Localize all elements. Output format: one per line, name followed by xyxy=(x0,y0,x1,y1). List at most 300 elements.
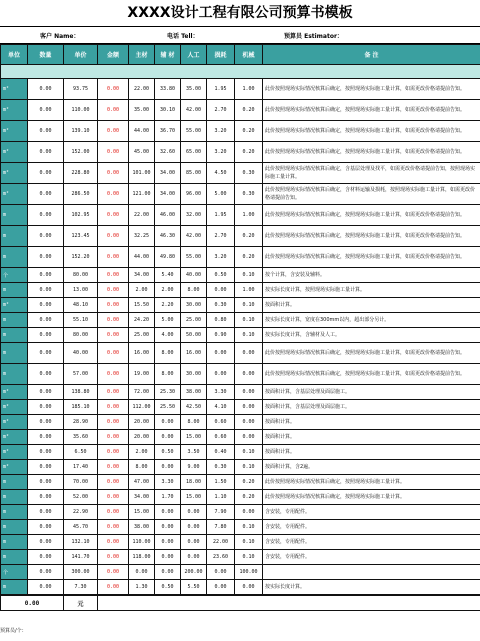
price-cell: 13.00 xyxy=(64,283,98,298)
info-row xyxy=(0,27,480,44)
loss-cell: 0.00 xyxy=(207,565,235,580)
price-cell: 48.10 xyxy=(64,298,98,313)
labor-cell: 65.00 xyxy=(181,142,207,163)
aux-material-cell: 25.30 xyxy=(155,385,181,400)
quantity-cell: 0.00 xyxy=(28,364,64,385)
price-cell: 139.10 xyxy=(64,121,98,142)
machine-cell: 0.10 xyxy=(235,460,263,475)
note-cell: 按面积计算，含2遍。 xyxy=(263,460,480,475)
note-cell: 按面积计算。 xyxy=(263,298,480,313)
unit-cell: m² xyxy=(1,445,28,460)
table-row xyxy=(1,247,480,268)
header-cell: 金额 xyxy=(98,45,129,65)
header-cell: 辅 材 xyxy=(155,45,181,65)
machine-cell: 0.00 xyxy=(235,415,263,430)
main-material-cell: 44.00 xyxy=(129,247,155,268)
loss-cell: 3.20 xyxy=(207,121,235,142)
main-material-cell: 72.00 xyxy=(129,385,155,400)
note-cell: 此价按照现场实际情况核算后确定，含基层处理及找平，如需更改价格请提前告知，按照现场实际施工量计算。 xyxy=(263,163,480,184)
table-row xyxy=(1,313,480,328)
labor-cell: 16.00 xyxy=(181,343,207,364)
footer-text: 预算员/个： xyxy=(0,628,27,634)
main-material-cell: 1.30 xyxy=(129,580,155,595)
unit-cell: m xyxy=(1,247,28,268)
labor-cell: 42.00 xyxy=(181,226,207,247)
price-cell: 152.20 xyxy=(64,247,98,268)
note-cell: 按个计算，含安装及辅料。 xyxy=(263,268,480,283)
note-cell: 含安装，专用配件。 xyxy=(263,550,480,565)
quantity-cell: 0.00 xyxy=(28,313,64,328)
table-row xyxy=(1,100,480,121)
machine-cell: 0.30 xyxy=(235,163,263,184)
amount-cell: 0.00 xyxy=(98,415,129,430)
labor-cell: 0.00 xyxy=(181,520,207,535)
quantity-cell: 0.00 xyxy=(28,283,64,298)
labor-cell: 50.00 xyxy=(181,328,207,343)
amount-cell: 0.00 xyxy=(98,343,129,364)
note-cell: 含安装，专用配件。 xyxy=(263,520,480,535)
unit-cell: m² xyxy=(1,385,28,400)
quantity-cell: 0.00 xyxy=(28,121,64,142)
phone-label: 电话 Tell： xyxy=(167,33,199,40)
loss-cell: 1.50 xyxy=(207,475,235,490)
amount-cell: 0.00 xyxy=(98,385,129,400)
table-row xyxy=(1,79,480,100)
aux-material-cell: 36.70 xyxy=(155,121,181,142)
loss-cell: 0.00 xyxy=(207,343,235,364)
note-cell: 按实际长度计算，含辅材及人工。 xyxy=(263,328,480,343)
table-row xyxy=(1,184,480,205)
amount-cell: 0.00 xyxy=(98,79,129,100)
loss-cell: 0.60 xyxy=(207,430,235,445)
machine-cell: 0.20 xyxy=(235,226,263,247)
amount-cell: 0.00 xyxy=(98,163,129,184)
main-material-cell: 15.50 xyxy=(129,298,155,313)
quantity-cell: 0.00 xyxy=(28,505,64,520)
note-cell: 含安装，专用配件。 xyxy=(263,505,480,520)
header-cell: 备 注 xyxy=(263,45,480,65)
loss-cell: 0.90 xyxy=(207,328,235,343)
quantity-cell: 0.00 xyxy=(28,226,64,247)
aux-material-cell: 0.00 xyxy=(155,535,181,550)
loss-cell: 0.00 xyxy=(207,580,235,595)
amount-cell: 0.00 xyxy=(98,550,129,565)
price-cell: 102.95 xyxy=(64,205,98,226)
unit-cell: 个 xyxy=(1,565,28,580)
labor-cell: 85.00 xyxy=(181,163,207,184)
table-row xyxy=(1,163,480,184)
budget-table xyxy=(0,44,480,595)
labor-cell: 0.00 xyxy=(181,535,207,550)
total-row xyxy=(1,596,480,611)
labor-cell: 55.00 xyxy=(181,121,207,142)
aux-material-cell: 0.00 xyxy=(155,550,181,565)
header-cell: 人工 xyxy=(181,45,207,65)
price-cell: 138.80 xyxy=(64,385,98,400)
quantity-cell: 0.00 xyxy=(28,142,64,163)
machine-cell: 1.00 xyxy=(235,205,263,226)
loss-cell: 0.50 xyxy=(207,268,235,283)
table-row xyxy=(1,445,480,460)
amount-cell: 0.00 xyxy=(98,475,129,490)
price-cell: 123.45 xyxy=(64,226,98,247)
main-material-cell: 16.00 xyxy=(129,343,155,364)
client-label: 客户 Name： xyxy=(40,33,80,40)
unit-cell: m² xyxy=(1,430,28,445)
price-cell: 152.00 xyxy=(64,142,98,163)
table-row xyxy=(1,283,480,298)
quantity-cell: 0.00 xyxy=(28,475,64,490)
main-material-cell: 22.00 xyxy=(129,79,155,100)
price-cell: 55.10 xyxy=(64,313,98,328)
price-cell: 7.30 xyxy=(64,580,98,595)
unit-cell: m xyxy=(1,205,28,226)
labor-cell: 42.00 xyxy=(181,100,207,121)
loss-cell: 0.60 xyxy=(207,415,235,430)
aux-material-cell: 5.40 xyxy=(155,268,181,283)
note-cell: 此价按照现场实际情况核算后确定，按照现场实际施工量计算，如需更改价格请提前告知。 xyxy=(263,247,480,268)
aux-material-cell: 5.00 xyxy=(155,313,181,328)
main-material-cell: 44.00 xyxy=(129,121,155,142)
table-row xyxy=(1,385,480,400)
main-material-cell: 15.00 xyxy=(129,505,155,520)
machine-cell: 0.00 xyxy=(235,400,263,415)
machine-cell: 1.00 xyxy=(235,79,263,100)
labor-cell: 3.50 xyxy=(181,445,207,460)
table-row xyxy=(1,328,480,343)
main-material-cell: 38.00 xyxy=(129,520,155,535)
machine-cell: 0.00 xyxy=(235,385,263,400)
note-cell: 此价按照现场实际情况核算后确定，按照现场实际施工量计算。 xyxy=(263,490,480,505)
unit-cell: m xyxy=(1,550,28,565)
note-cell: 此价按照现场实际情况核算后确定，按照现场实际施工量计算，如需更改价格请提前告知。 xyxy=(263,121,480,142)
price-cell: 45.70 xyxy=(64,520,98,535)
unit-cell: m² xyxy=(1,121,28,142)
labor-cell: 0.00 xyxy=(181,505,207,520)
main-material-cell: 24.20 xyxy=(129,313,155,328)
loss-cell: 23.60 xyxy=(207,550,235,565)
loss-cell: 2.70 xyxy=(207,100,235,121)
loss-cell: 3.20 xyxy=(207,142,235,163)
quantity-cell: 0.00 xyxy=(28,430,64,445)
table-row xyxy=(1,520,480,535)
quantity-cell: 0.00 xyxy=(28,565,64,580)
main-material-cell: 2.00 xyxy=(129,283,155,298)
machine-cell: 0.20 xyxy=(235,247,263,268)
note-cell: 按实际长度计算，宽度在300mm以内，超出部分另计。 xyxy=(263,313,480,328)
table-row xyxy=(1,364,480,385)
main-material-cell: 45.00 xyxy=(129,142,155,163)
machine-cell: 0.10 xyxy=(235,535,263,550)
unit-cell: m xyxy=(1,535,28,550)
total-table xyxy=(0,595,480,611)
labor-cell: 32.00 xyxy=(181,205,207,226)
loss-cell: 1.10 xyxy=(207,490,235,505)
labor-cell: 5.50 xyxy=(181,580,207,595)
amount-cell: 0.00 xyxy=(98,205,129,226)
table-row xyxy=(1,142,480,163)
note-cell: 此价按照现场实际情况核算后确定，按照现场实际施工量计算，如需更改价格请提前告知。 xyxy=(263,79,480,100)
labor-cell: 96.00 xyxy=(181,184,207,205)
price-cell: 141.70 xyxy=(64,550,98,565)
unit-cell: m xyxy=(1,505,28,520)
header-cell: 单位 xyxy=(1,45,28,65)
unit-cell: m² xyxy=(1,142,28,163)
labor-cell: 35.00 xyxy=(181,79,207,100)
unit-cell: m² xyxy=(1,400,28,415)
quantity-cell: 0.00 xyxy=(28,184,64,205)
note-cell: 此价按照现场实际情况核算后确定，按照现场实际施工量计算，如需更改价格请提前告知。 xyxy=(263,100,480,121)
loss-cell: 0.00 xyxy=(207,364,235,385)
table-row xyxy=(1,505,480,520)
aux-material-cell: 25.50 xyxy=(155,400,181,415)
price-cell: 70.00 xyxy=(64,475,98,490)
unit-cell: m² xyxy=(1,415,28,430)
table-row xyxy=(1,205,480,226)
aux-material-cell: 2.20 xyxy=(155,298,181,313)
loss-cell: 3.30 xyxy=(207,385,235,400)
table-row xyxy=(1,226,480,247)
quantity-cell: 0.00 xyxy=(28,580,64,595)
header-cell: 数量 xyxy=(28,45,64,65)
aux-material-cell: 49.80 xyxy=(155,247,181,268)
note-cell xyxy=(263,565,480,580)
labor-cell: 38.00 xyxy=(181,385,207,400)
labor-cell: 9.00 xyxy=(181,460,207,475)
table-row xyxy=(1,565,480,580)
sheet-title: XXXX设计工程有限公司预算书模板 xyxy=(0,0,480,27)
loss-cell: 4.50 xyxy=(207,163,235,184)
machine-cell: 0.00 xyxy=(235,580,263,595)
quantity-cell: 0.00 xyxy=(28,298,64,313)
quantity-cell: 0.00 xyxy=(28,100,64,121)
aux-material-cell: 0.00 xyxy=(155,565,181,580)
quantity-cell: 0.00 xyxy=(28,385,64,400)
main-material-cell: 32.25 xyxy=(129,226,155,247)
quantity-cell: 0.00 xyxy=(28,400,64,415)
unit-cell: m xyxy=(1,226,28,247)
loss-cell: 3.20 xyxy=(207,247,235,268)
aux-material-cell: 2.00 xyxy=(155,283,181,298)
quantity-cell: 0.00 xyxy=(28,490,64,505)
machine-cell: 0.20 xyxy=(235,100,263,121)
note-cell: 此价按照现场实际情况核算后确定，按照现场实际施工量计算，如需更改价格请提前告知。 xyxy=(263,205,480,226)
loss-cell: 7.90 xyxy=(207,505,235,520)
unit-cell: m² xyxy=(1,184,28,205)
labor-cell: 55.00 xyxy=(181,247,207,268)
machine-cell: 100.00 xyxy=(235,565,263,580)
main-material-cell: 47.00 xyxy=(129,475,155,490)
amount-cell: 0.00 xyxy=(98,121,129,142)
table-row xyxy=(1,535,480,550)
main-material-cell: 34.00 xyxy=(129,490,155,505)
labor-cell: 8.00 xyxy=(181,283,207,298)
aux-material-cell: 46.00 xyxy=(155,205,181,226)
main-material-cell: 8.00 xyxy=(129,460,155,475)
amount-cell: 0.00 xyxy=(98,445,129,460)
amount-cell: 0.00 xyxy=(98,283,129,298)
quantity-cell: 0.00 xyxy=(28,343,64,364)
quantity-cell: 0.00 xyxy=(28,79,64,100)
amount-cell: 0.00 xyxy=(98,505,129,520)
table-row xyxy=(1,460,480,475)
header-cell: 单价 xyxy=(64,45,98,65)
main-material-cell: 35.00 xyxy=(129,100,155,121)
main-material-cell: 110.00 xyxy=(129,535,155,550)
amount-cell: 0.00 xyxy=(98,247,129,268)
table-row xyxy=(1,430,480,445)
aux-material-cell: 0.00 xyxy=(155,520,181,535)
main-material-cell: 20.00 xyxy=(129,430,155,445)
loss-cell: 0.00 xyxy=(207,283,235,298)
unit-cell: m² xyxy=(1,460,28,475)
table-row xyxy=(1,400,480,415)
amount-cell: 0.00 xyxy=(98,535,129,550)
total-unit: 元 xyxy=(64,596,98,611)
loss-cell: 1.95 xyxy=(207,205,235,226)
table-row xyxy=(1,298,480,313)
loss-cell: 22.00 xyxy=(207,535,235,550)
aux-material-cell: 32.60 xyxy=(155,142,181,163)
note-cell: 按实际长度计算。 xyxy=(263,580,480,595)
machine-cell: 0.30 xyxy=(235,184,263,205)
amount-cell: 0.00 xyxy=(98,184,129,205)
aux-material-cell: 0.00 xyxy=(155,505,181,520)
header-cell: 机械 xyxy=(235,45,263,65)
unit-cell: m xyxy=(1,475,28,490)
amount-cell: 0.00 xyxy=(98,100,129,121)
quantity-cell: 0.00 xyxy=(28,247,64,268)
machine-cell: 1.00 xyxy=(235,283,263,298)
price-cell: 17.40 xyxy=(64,460,98,475)
labor-cell: 30.00 xyxy=(181,298,207,313)
unit-cell: 个 xyxy=(1,268,28,283)
loss-cell: 0.30 xyxy=(207,460,235,475)
price-cell: 80.00 xyxy=(64,328,98,343)
section-row xyxy=(1,65,480,79)
quantity-cell: 0.00 xyxy=(28,550,64,565)
loss-cell: 0.80 xyxy=(207,313,235,328)
loss-cell: 1.95 xyxy=(207,79,235,100)
labor-cell: 0.00 xyxy=(181,550,207,565)
aux-material-cell: 30.10 xyxy=(155,100,181,121)
note-cell: 按面积计算。 xyxy=(263,415,480,430)
machine-cell: 0.10 xyxy=(235,298,263,313)
amount-cell: 0.00 xyxy=(98,565,129,580)
machine-cell: 0.20 xyxy=(235,490,263,505)
note-cell: 此价按照现场实际情况核算后确定，按照现场实际施工量计算，如需更改价格请提前告知。 xyxy=(263,364,480,385)
header-cell: 主材 xyxy=(129,45,155,65)
loss-cell: 5.00 xyxy=(207,184,235,205)
machine-cell: 0.10 xyxy=(235,328,263,343)
machine-cell: 0.10 xyxy=(235,313,263,328)
loss-cell: 7.80 xyxy=(207,520,235,535)
unit-cell: m xyxy=(1,364,28,385)
note-cell: 此价按照现场实际情况核算后确定，含材料运输及损耗，按照现场实际施工量计算，如需更改价格请提前告知。 xyxy=(263,184,480,205)
aux-material-cell: 4.00 xyxy=(155,328,181,343)
unit-cell: m xyxy=(1,580,28,595)
aux-material-cell: 0.00 xyxy=(155,430,181,445)
amount-cell: 0.00 xyxy=(98,580,129,595)
header-cell: 损耗 xyxy=(207,45,235,65)
main-material-cell: 112.00 xyxy=(129,400,155,415)
aux-material-cell: 34.00 xyxy=(155,184,181,205)
main-material-cell: 19.00 xyxy=(129,364,155,385)
labor-cell: 30.00 xyxy=(181,364,207,385)
labor-cell: 15.00 xyxy=(181,430,207,445)
amount-cell: 0.00 xyxy=(98,460,129,475)
unit-cell: m xyxy=(1,520,28,535)
table-row xyxy=(1,415,480,430)
labor-cell: 200.00 xyxy=(181,565,207,580)
note-cell: 按面积计算。 xyxy=(263,430,480,445)
note-cell: 此价按照现场实际情况核算后确定，按照现场实际施工量计算，如需更改价格请提前告知。 xyxy=(263,142,480,163)
unit-cell: m xyxy=(1,490,28,505)
main-material-cell: 25.00 xyxy=(129,328,155,343)
price-cell: 57.00 xyxy=(64,364,98,385)
main-material-cell: 2.00 xyxy=(129,445,155,460)
note-cell: 含安装，专用配件。 xyxy=(263,535,480,550)
amount-cell: 0.00 xyxy=(98,298,129,313)
aux-material-cell: 8.00 xyxy=(155,364,181,385)
total-value: 0.00 xyxy=(1,596,64,611)
machine-cell: 0.20 xyxy=(235,475,263,490)
quantity-cell: 0.00 xyxy=(28,535,64,550)
quantity-cell: 0.00 xyxy=(28,460,64,475)
price-cell: 185.10 xyxy=(64,400,98,415)
amount-cell: 0.00 xyxy=(98,364,129,385)
amount-cell: 0.00 xyxy=(98,328,129,343)
labor-cell: 15.00 xyxy=(181,490,207,505)
quantity-cell: 0.00 xyxy=(28,205,64,226)
quantity-cell: 0.00 xyxy=(28,415,64,430)
quantity-cell: 0.00 xyxy=(28,268,64,283)
labor-cell: 18.00 xyxy=(181,475,207,490)
unit-cell: m² xyxy=(1,298,28,313)
unit-cell: m xyxy=(1,343,28,364)
price-cell: 22.90 xyxy=(64,505,98,520)
amount-cell: 0.00 xyxy=(98,400,129,415)
table-row xyxy=(1,580,480,595)
main-material-cell: 0.00 xyxy=(129,565,155,580)
amount-cell: 0.00 xyxy=(98,226,129,247)
estimator-label: 预算员 Estimator： xyxy=(284,33,343,40)
table-row xyxy=(1,343,480,364)
main-material-cell: 121.00 xyxy=(129,184,155,205)
loss-cell: 2.70 xyxy=(207,226,235,247)
aux-material-cell: 8.00 xyxy=(155,343,181,364)
aux-material-cell: 0.50 xyxy=(155,580,181,595)
machine-cell: 0.10 xyxy=(235,268,263,283)
machine-cell: 0.00 xyxy=(235,343,263,364)
table-row xyxy=(1,490,480,505)
aux-material-cell: 1.70 xyxy=(155,490,181,505)
quantity-cell: 0.00 xyxy=(28,520,64,535)
note-cell: 此价按照现场实际情况核算后确定，按照现场实际施工量计算，如需更改价格请提前告知。 xyxy=(263,226,480,247)
machine-cell: 0.10 xyxy=(235,520,263,535)
unit-cell: m² xyxy=(1,79,28,100)
loss-cell: 0.30 xyxy=(207,298,235,313)
note-cell: 按面积计算。 xyxy=(263,445,480,460)
amount-cell: 0.00 xyxy=(98,430,129,445)
price-cell: 52.00 xyxy=(64,490,98,505)
machine-cell: 0.00 xyxy=(235,505,263,520)
labor-cell: 42.50 xyxy=(181,400,207,415)
quantity-cell: 0.00 xyxy=(28,445,64,460)
quantity-cell: 0.00 xyxy=(28,328,64,343)
aux-material-cell: 0.50 xyxy=(155,445,181,460)
machine-cell: 0.20 xyxy=(235,121,263,142)
